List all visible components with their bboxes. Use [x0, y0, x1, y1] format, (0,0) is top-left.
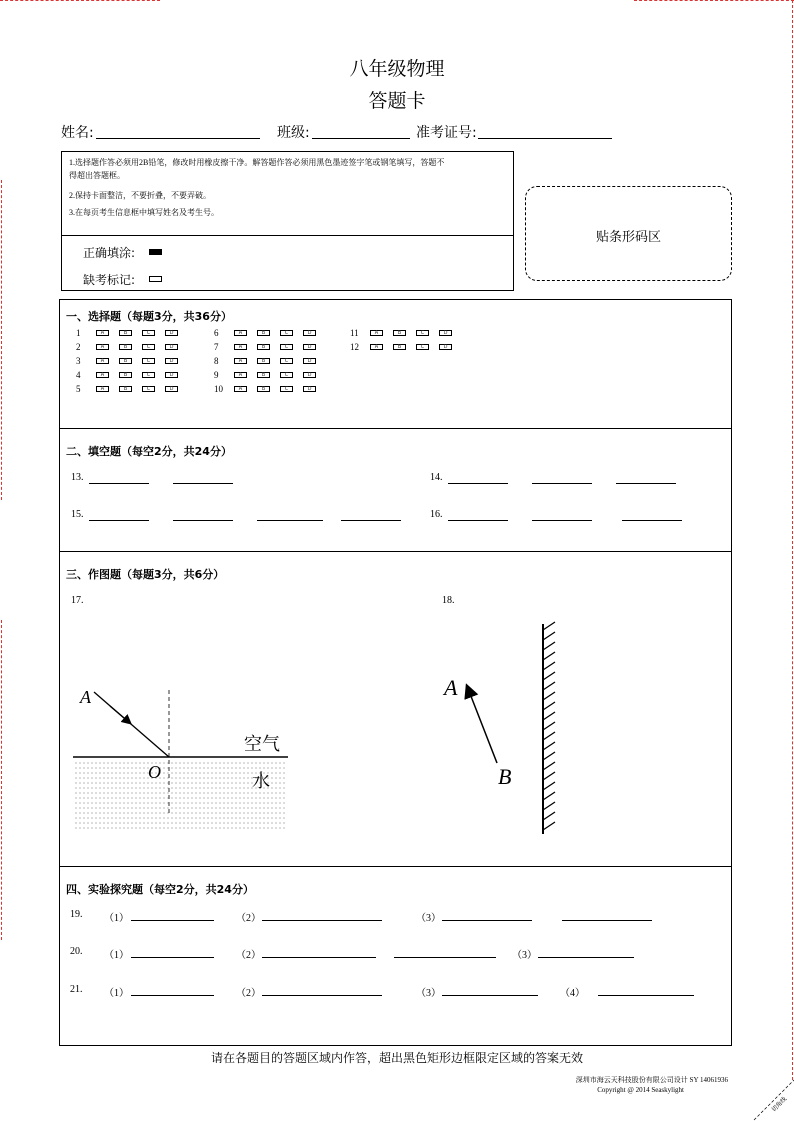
mirror-hatching: [543, 622, 555, 830]
q15-blank-4[interactable]: [341, 520, 401, 521]
cut-guide-left-2: [1, 620, 2, 940]
q18-number: 18.: [442, 595, 455, 606]
section4-title: 四、实验探究题（每空2分，共24分）: [66, 883, 254, 896]
mc-q2-option-d[interactable]: D: [165, 344, 178, 350]
correct-fill-label: 正确填涂:: [83, 246, 136, 260]
mc-q3-number: 3: [76, 356, 81, 366]
q15-blank-3[interactable]: [257, 520, 323, 521]
q21-part3-label: （3）: [416, 988, 441, 999]
mc-q8-option-c[interactable]: C: [280, 358, 293, 364]
q20-part1-label: （1）: [104, 950, 129, 961]
mc-q2-option-a[interactable]: A: [96, 344, 109, 350]
q17-point-o: O: [148, 762, 161, 782]
air-label: 空气: [244, 734, 280, 755]
mc-q6-option-d[interactable]: D: [303, 330, 316, 336]
q21-part1-blank[interactable]: [131, 995, 214, 996]
cut-guide-right: [792, 0, 793, 1080]
mc-q5-option-d[interactable]: D: [165, 386, 178, 392]
mc-q1-option-c[interactable]: C: [142, 330, 155, 336]
incident-ray-arrow: [110, 706, 130, 723]
mc-q9-option-c[interactable]: C: [280, 372, 293, 378]
mc-q10-option-d[interactable]: D: [303, 386, 316, 392]
q19-part3-blank-1[interactable]: [442, 920, 532, 921]
mc-q6-option-b[interactable]: B: [257, 330, 270, 336]
mc-q7-option-d[interactable]: D: [303, 344, 316, 350]
mc-q7-option-b[interactable]: B: [257, 344, 270, 350]
exam-id-field[interactable]: [478, 138, 612, 139]
footer-company: 深圳市海云天科技股份有限公司设计 SY 14061936: [575, 1076, 728, 1084]
mc-q4-option-a[interactable]: A: [96, 372, 109, 378]
q13-blank-1[interactable]: [89, 483, 149, 484]
mc-q12-option-c[interactable]: C: [416, 344, 429, 350]
answer-frame: [59, 299, 732, 1046]
mc-q9-number: 9: [214, 370, 219, 380]
mc-q4-number: 4: [76, 370, 81, 380]
mc-q8-option-d[interactable]: D: [303, 358, 316, 364]
notice-line-3: 2.保持卡面整洁，不要折叠，不要弄破。: [69, 191, 211, 200]
q13-blank-2[interactable]: [173, 483, 233, 484]
mc-q1-option-d[interactable]: D: [165, 330, 178, 336]
q19-number: 19.: [70, 909, 83, 920]
page-title: 八年级物理: [349, 58, 445, 80]
water-label: 水: [252, 771, 270, 792]
mc-q5-option-c[interactable]: C: [142, 386, 155, 392]
mc-q11-option-c[interactable]: C: [416, 330, 429, 336]
q13-number: 13.: [71, 472, 84, 483]
q16-blank-1[interactable]: [448, 520, 508, 521]
name-field[interactable]: [96, 138, 260, 139]
mc-q11-option-a[interactable]: A: [370, 330, 383, 336]
mc-q6-option-a[interactable]: A: [234, 330, 247, 336]
class-field[interactable]: [312, 138, 410, 139]
mc-q12-option-d[interactable]: D: [439, 344, 452, 350]
class-label: 班级:: [277, 125, 310, 141]
q18-mirror-diagram[interactable]: [440, 620, 570, 840]
q14-blank-3[interactable]: [616, 483, 676, 484]
cut-line-label: 切角线: [770, 1095, 789, 1114]
cut-guide-top-left: [0, 0, 160, 1]
q14-blank-1[interactable]: [448, 483, 508, 484]
cut-guide-left-1: [1, 180, 2, 500]
mc-q6-number: 6: [214, 328, 219, 338]
mc-q4-option-d[interactable]: D: [165, 372, 178, 378]
q14-number: 14.: [430, 472, 443, 483]
q19-part3-blank-2[interactable]: [562, 920, 652, 921]
mc-q2-number: 2: [76, 342, 81, 352]
mc-q1-number: 1: [76, 328, 81, 338]
mc-q8-option-b[interactable]: B: [257, 358, 270, 364]
q20-part3-blank[interactable]: [538, 957, 634, 958]
absent-mark-checkbox[interactable]: [149, 276, 162, 282]
section1-title: 一、选择题（每题3分，共36分）: [66, 310, 232, 323]
q16-blank-3[interactable]: [622, 520, 682, 521]
q21-part4-blank[interactable]: [598, 995, 694, 996]
mc-q3-option-b[interactable]: B: [119, 358, 132, 364]
object-arrow-ab: [467, 686, 497, 763]
q19-part1-label: （1）: [104, 913, 129, 924]
notice-line-1: 1.选择题作答必须用2B铅笔，修改时用橡皮擦干净。解答题作答必须用黑色墨迹签字笔或钢笔填写，答题不: [69, 158, 445, 167]
q18-point-a: A: [444, 675, 458, 700]
mc-q10-option-a[interactable]: A: [234, 386, 247, 392]
mc-q5-option-b[interactable]: B: [119, 386, 132, 392]
q16-number: 16.: [430, 509, 443, 520]
section-divider-1: [59, 428, 732, 429]
mc-q7-option-a[interactable]: A: [234, 344, 247, 350]
mc-q12-number: 12: [350, 342, 359, 352]
q20-number: 20.: [70, 946, 83, 957]
q20-part2-blank-1[interactable]: [262, 957, 376, 958]
mc-q4-option-c[interactable]: C: [142, 372, 155, 378]
mc-q9-option-d[interactable]: D: [303, 372, 316, 378]
mc-q10-option-c[interactable]: C: [280, 386, 293, 392]
notice-divider: [61, 235, 514, 236]
q17-number: 17.: [71, 595, 84, 606]
q21-part1-label: （1）: [104, 988, 129, 999]
notice-line-2: 得超出答题框。: [69, 171, 125, 180]
q15-number: 15.: [71, 509, 84, 520]
q20-part1-blank[interactable]: [131, 957, 214, 958]
mc-q9-option-a[interactable]: A: [234, 372, 247, 378]
mc-q5-number: 5: [76, 384, 81, 394]
mc-q5-option-a[interactable]: A: [96, 386, 109, 392]
q21-part4-label: （4）: [560, 988, 585, 999]
correct-fill-sample: [149, 249, 162, 255]
mc-q7-option-c[interactable]: C: [280, 344, 293, 350]
mc-q8-option-a[interactable]: A: [234, 358, 247, 364]
q21-number: 21.: [70, 984, 83, 995]
mc-q1-option-b[interactable]: B: [119, 330, 132, 336]
name-label: 姓名:: [61, 125, 94, 141]
mc-q10-option-b[interactable]: B: [257, 386, 270, 392]
mc-q12-option-a[interactable]: A: [370, 344, 383, 350]
q19-part2-label: （2）: [236, 913, 261, 924]
mc-q11-option-b[interactable]: B: [393, 330, 406, 336]
cut-guide-top-right: [634, 0, 794, 1]
q18-point-b: B: [498, 764, 512, 789]
mc-q2-option-c[interactable]: C: [142, 344, 155, 350]
q15-blank-1[interactable]: [89, 520, 149, 521]
mc-q8-number: 8: [214, 356, 219, 366]
q20-part3-label: （3）: [512, 950, 537, 961]
section3-title: 三、作图题（每题3分，共6分）: [66, 568, 225, 581]
q19-part1-blank[interactable]: [131, 920, 214, 921]
mc-q1-option-a[interactable]: A: [96, 330, 109, 336]
mc-q9-option-b[interactable]: B: [257, 372, 270, 378]
mc-q11-option-d[interactable]: D: [439, 330, 452, 336]
section-divider-3: [59, 866, 732, 867]
section-divider-2: [59, 551, 732, 552]
section2-title: 二、填空题（每空2分，共24分）: [66, 445, 232, 458]
q21-part2-blank[interactable]: [262, 995, 382, 996]
q17-point-a: A: [80, 687, 91, 707]
mc-q10-number: 10: [214, 384, 223, 394]
exam-id-label: 准考证号:: [416, 125, 477, 141]
notice-line-4: 3.在每页考生信息框中填写姓名及考生号。: [69, 208, 219, 217]
footer-notice: 请在各题目的答题区域内作答，超出黑色矩形边框限定区域的答案无效: [210, 1051, 583, 1065]
q17-refraction-diagram[interactable]: [70, 680, 295, 840]
q19-part3-label: （3）: [416, 913, 441, 924]
incident-ray: [94, 692, 169, 757]
mc-q12-option-b[interactable]: B: [393, 344, 406, 350]
q15-blank-2[interactable]: [173, 520, 233, 521]
q20-part2-blank-2[interactable]: [394, 957, 496, 958]
notice-box: [61, 151, 514, 291]
mc-q3-option-a[interactable]: A: [96, 358, 109, 364]
absent-mark-label: 缺考标记:: [83, 273, 136, 287]
q16-blank-2[interactable]: [532, 520, 592, 521]
mc-q6-option-c[interactable]: C: [280, 330, 293, 336]
corner-cut-line: [744, 1060, 794, 1121]
mc-q11-number: 11: [350, 328, 359, 338]
q21-part2-label: （2）: [236, 988, 261, 999]
q14-blank-2[interactable]: [532, 483, 592, 484]
mc-q2-option-b[interactable]: B: [119, 344, 132, 350]
mc-q4-option-b[interactable]: B: [119, 372, 132, 378]
q20-part2-label: （2）: [236, 950, 261, 961]
mc-q7-number: 7: [214, 342, 219, 352]
page-subtitle: 答题卡: [368, 90, 426, 112]
q21-part3-blank[interactable]: [442, 995, 538, 996]
footer-copyright: Copyright @ 2014 Seaskylight: [597, 1086, 684, 1094]
mc-q3-option-d[interactable]: D: [165, 358, 178, 364]
mc-q3-option-c[interactable]: C: [142, 358, 155, 364]
q19-part2-blank[interactable]: [262, 920, 382, 921]
barcode-label: 贴条形码区: [595, 230, 661, 245]
